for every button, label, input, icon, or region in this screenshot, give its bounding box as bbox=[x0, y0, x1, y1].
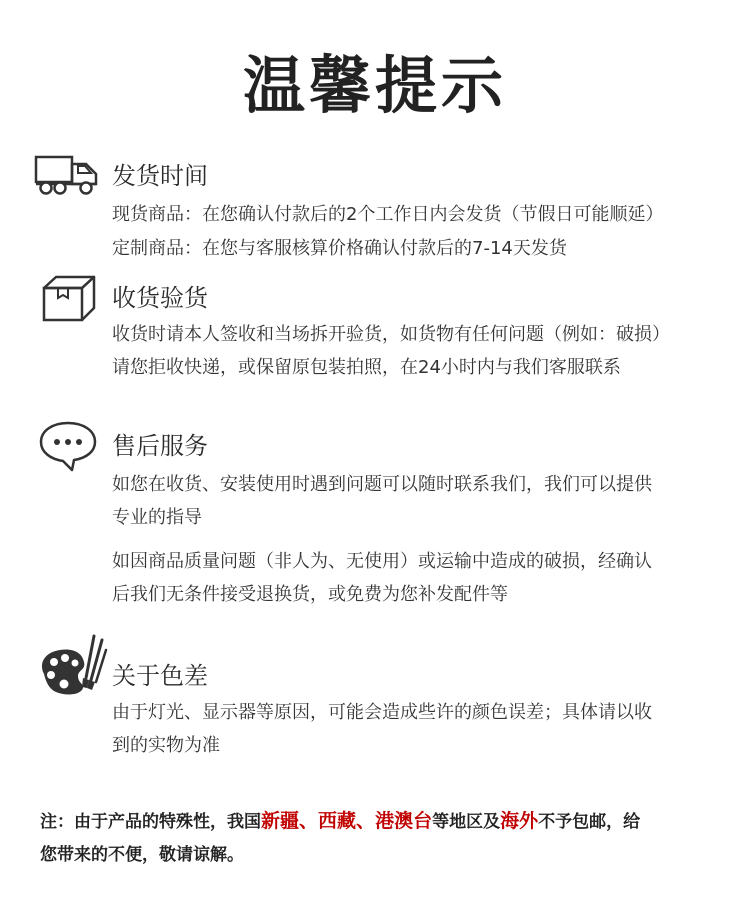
region-xinjiang: 新疆 bbox=[261, 810, 300, 832]
text-line: 现货商品：在您确认付款后的2个工作日内会发货（节假日可能顺延） bbox=[112, 204, 664, 225]
text-line: 到的实物为准 bbox=[112, 735, 220, 756]
paragraph bbox=[112, 318, 724, 384]
text-line: 如因商品质量问题（非人为、无使用）或运输中造成的破损，经确认 bbox=[112, 551, 652, 572]
section-heading: 售后服务 bbox=[112, 432, 208, 460]
text-line: 收货时请本人签收和当场拆开验货，如货物有任何问题（例如：破损） bbox=[112, 324, 670, 345]
note-middle: 等地区及 bbox=[432, 812, 501, 832]
note-prefix: 注：由于产品的特殊性，我国 bbox=[40, 812, 261, 832]
text-line: 定制商品：在您与客服核算价格确认付款后的7-14天发货 bbox=[112, 238, 567, 259]
text-line: 专业的指导 bbox=[112, 507, 202, 528]
paragraph bbox=[112, 198, 724, 231]
paragraph bbox=[112, 545, 724, 611]
section-heading: 收货验货 bbox=[112, 284, 208, 312]
truck-icon bbox=[34, 154, 100, 196]
text-line: 请您拒收快递，或保留原包装拍照，在24小时内与我们客服联系 bbox=[112, 357, 621, 378]
region-separator: 、 bbox=[299, 810, 319, 832]
region-separator: 、 bbox=[356, 810, 376, 832]
palette-icon bbox=[36, 632, 108, 698]
box-icon bbox=[38, 274, 100, 324]
text-line: 由于灯光、显示器等原因，可能会造成些许的颜色误差；具体请以收 bbox=[112, 702, 652, 723]
paragraph bbox=[112, 696, 724, 762]
text-line: 后我们无条件接受退换货，或免费为您补发配件等 bbox=[112, 584, 508, 605]
section-heading: 发货时间 bbox=[112, 162, 208, 190]
region-hk-macau-taiwan: 港澳台 bbox=[375, 810, 433, 832]
note-line-1 bbox=[40, 805, 730, 839]
region-overseas: 海外 bbox=[500, 810, 539, 832]
paragraph bbox=[112, 232, 724, 265]
chat-bubble-icon bbox=[38, 420, 98, 472]
note-line-2: 您带来的不便，敬请谅解。 bbox=[40, 845, 244, 865]
region-tibet: 西藏 bbox=[318, 810, 357, 832]
note-suffix: 不予包邮，给 bbox=[538, 812, 641, 832]
section-heading: 关于色差 bbox=[112, 662, 208, 690]
paragraph bbox=[112, 468, 724, 534]
text-line: 如您在收货、安装使用时遇到问题可以随时联系我们，我们可以提供 bbox=[112, 474, 652, 495]
page-title: 温馨提示 bbox=[242, 49, 507, 122]
shipping-note bbox=[40, 805, 730, 872]
